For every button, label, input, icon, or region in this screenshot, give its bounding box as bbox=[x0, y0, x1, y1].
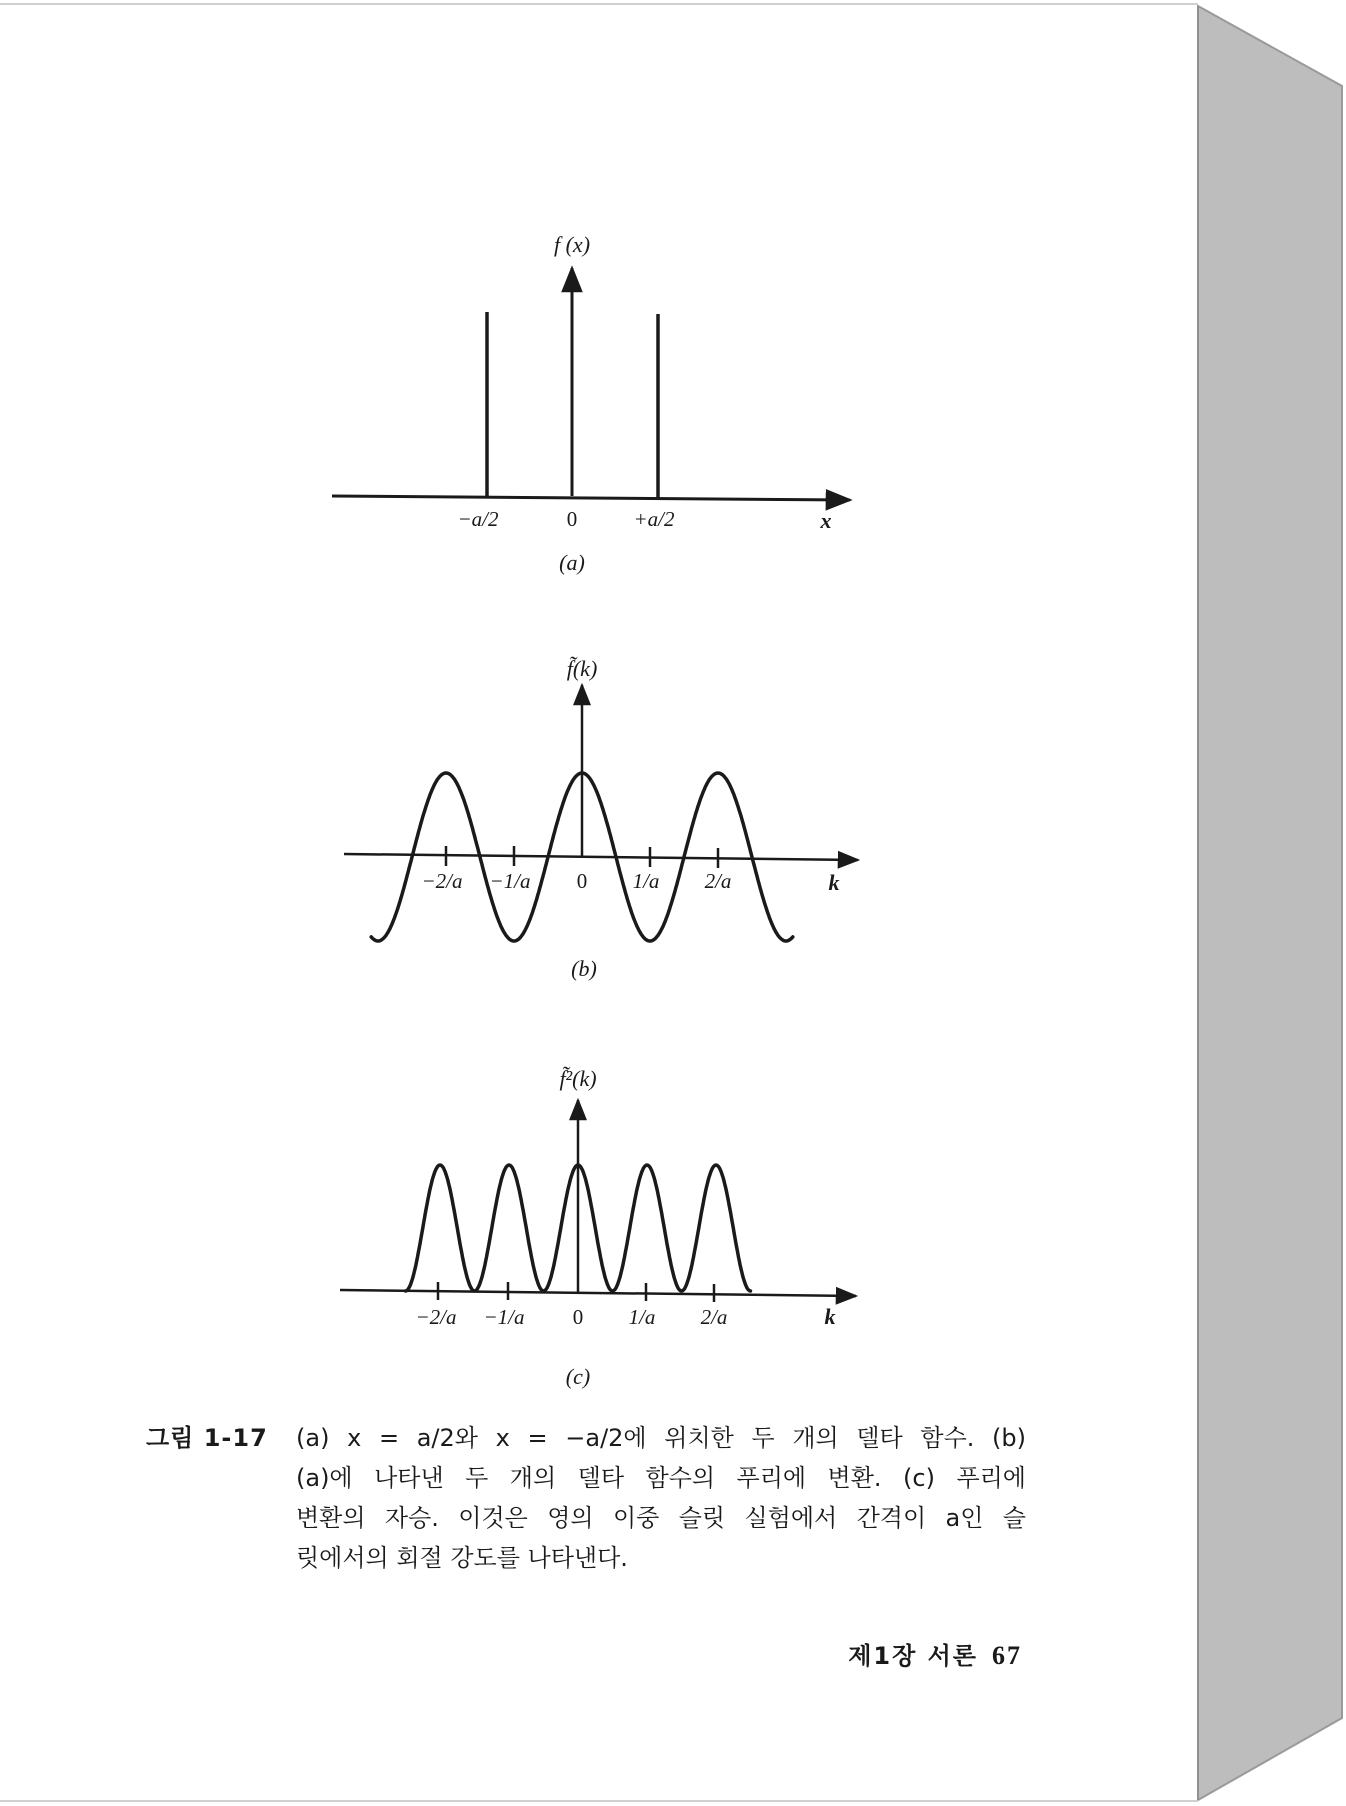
panel-c-x-axis bbox=[340, 1290, 856, 1296]
caption-line: (a) x = a/2와 x = −a/2에 위치한 두 개의 델타 함수. (b) bbox=[296, 1424, 1026, 1452]
panel-b-tick-label: 2/a bbox=[704, 869, 732, 893]
panel-c-tick-label: −2/a bbox=[415, 1305, 457, 1329]
page-number: 67 bbox=[992, 1641, 1022, 1670]
panel-c-tick-label: 1/a bbox=[628, 1305, 656, 1329]
panel-b-tick-label: −1/a bbox=[489, 869, 531, 893]
panel-b-sub-label: (b) bbox=[571, 956, 597, 981]
caption-line: (a)에 나타낸 두 개의 델타 함수의 푸리에 변환. (c) 푸리에 bbox=[296, 1464, 1026, 1492]
panel-b-y-label: f̃(k) bbox=[566, 656, 598, 681]
panel-a bbox=[332, 232, 850, 575]
panel-a-tick-label: −a/2 bbox=[457, 507, 499, 531]
panel-a-x-label: x bbox=[820, 508, 832, 533]
caption-text bbox=[296, 1418, 1026, 1578]
panel-c-tick-label: 0 bbox=[572, 1305, 584, 1329]
panel-c-y-label: f̃²(k) bbox=[559, 1066, 597, 1091]
panel-b-x-label: k bbox=[828, 870, 840, 895]
chapter-title: 제1장 서론 bbox=[848, 1642, 978, 1670]
panel-b-tick-label: 0 bbox=[576, 869, 588, 893]
panel-b-tick-label: −2/a bbox=[421, 869, 463, 893]
caption-line: 변환의 자승. 이것은 영의 이중 슬릿 실험에서 간격이 a인 슬 bbox=[296, 1504, 1026, 1532]
page-footer bbox=[848, 1636, 1022, 1671]
caption-line: 릿에서의 회절 강도를 나타낸다. bbox=[296, 1544, 628, 1572]
panel-b-x-axis bbox=[344, 854, 858, 860]
panel-a-y-label: f (x) bbox=[553, 232, 591, 257]
panel-a-tick-label: 0 bbox=[566, 507, 578, 531]
panel-c-tick-label: −1/a bbox=[483, 1305, 525, 1329]
caption-label: 그림 1-17 bbox=[146, 1424, 268, 1452]
panel-c-sub-label: (c) bbox=[565, 1364, 591, 1389]
panel-c-tick-label: 2/a bbox=[700, 1305, 728, 1329]
panel-b bbox=[344, 656, 858, 981]
panel-c bbox=[340, 1066, 856, 1389]
panel-a-x-axis bbox=[332, 496, 850, 500]
book-side bbox=[1198, 6, 1342, 1800]
panel-a-sub-label: (a) bbox=[559, 550, 585, 575]
panel-b-tick-label: 1/a bbox=[632, 869, 660, 893]
panel-c-x-label: k bbox=[824, 1304, 836, 1329]
panel-a-tick-label: +a/2 bbox=[633, 507, 675, 531]
